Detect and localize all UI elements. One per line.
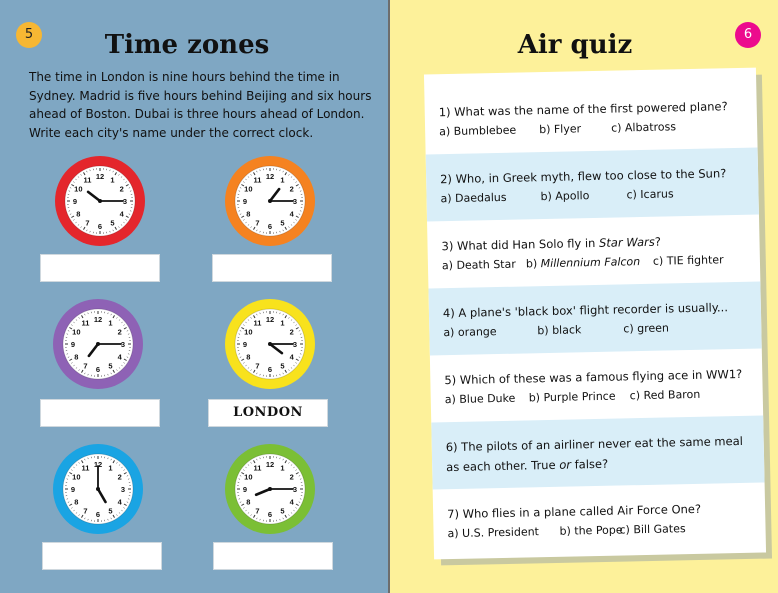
clock-numeral: 3: [120, 485, 126, 494]
clock-numeral: 6: [95, 510, 101, 519]
city-label-london: LONDON: [208, 399, 328, 427]
answer-option[interactable]: a) orange: [443, 325, 497, 340]
question-text: 3) What did Han Solo fly in Star Wars?: [441, 234, 662, 254]
clock-numeral: 5: [280, 506, 285, 516]
answer-option[interactable]: b) Purple Prince: [528, 389, 616, 405]
answer-option[interactable]: a) Bumblebee: [439, 123, 517, 139]
answer-option[interactable]: b) the Pope: [559, 523, 623, 538]
quiz-question: [426, 148, 759, 222]
clock-numeral: 7: [83, 361, 88, 371]
clock-numeral: 6: [267, 365, 273, 374]
clock-numeral: 4: [289, 352, 294, 362]
answer-option[interactable]: c) green: [623, 321, 670, 336]
clock: [224, 443, 316, 535]
clock-numeral: 12: [93, 315, 103, 324]
clock-face-svg: [224, 443, 316, 535]
clock-numeral: 4: [289, 209, 294, 219]
clock-numeral: 4: [117, 352, 122, 362]
or-word: or: [559, 457, 572, 472]
clock-numeral: 9: [242, 197, 248, 206]
clock-numeral: 8: [246, 497, 251, 507]
clock-numeral: 2: [289, 472, 294, 482]
clock-numeral: 10: [244, 184, 253, 194]
answer-option-true[interactable]: True: [531, 457, 556, 473]
city-answer-box[interactable]: [213, 542, 333, 570]
answer-option[interactable]: b) Flyer: [539, 122, 582, 137]
clock-numeral: 6: [97, 222, 103, 231]
city-answer-box[interactable]: [40, 254, 160, 282]
clock-numeral: 12: [95, 172, 105, 181]
clock-numeral: 5: [108, 506, 113, 516]
page-number-badge: 6: [735, 22, 761, 48]
clock-numeral: 5: [108, 361, 113, 371]
clock-numeral: 7: [255, 361, 260, 371]
clock-numeral: 8: [246, 352, 251, 362]
clock-numeral: 12: [265, 172, 275, 181]
quiz-question: [431, 416, 764, 490]
clock-numeral: 11: [81, 318, 90, 328]
clock-face-svg: [54, 155, 146, 247]
clock-numeral: 10: [244, 327, 253, 337]
clock-numeral: 5: [280, 361, 285, 371]
clock-numeral: 10: [72, 327, 81, 337]
clock-numeral: 3: [292, 340, 298, 349]
clock-numeral: 3: [120, 340, 126, 349]
answer-options: [440, 187, 673, 205]
clock-numeral: 9: [242, 340, 248, 349]
answer-options: [442, 253, 724, 272]
question-text: 4) A plane's 'black box' flight recorder is usually...: [442, 300, 729, 321]
answer-option[interactable]: c) Bill Gates: [619, 522, 686, 537]
question-text: 1) What was the name of the first powered plane?: [438, 99, 728, 120]
clock-numeral: 11: [83, 175, 92, 185]
clock-face-svg: [224, 155, 316, 247]
clock-numeral: 1: [280, 463, 285, 473]
clock-numeral: 4: [119, 209, 124, 219]
clock-numeral: 8: [246, 209, 251, 219]
clock-numeral: 11: [253, 175, 262, 185]
clock-numeral: 1: [108, 318, 113, 328]
clock-numeral: 2: [117, 327, 122, 337]
clock-numeral: 7: [255, 506, 260, 516]
page-number-badge: 5: [16, 22, 42, 48]
clock-numeral: 7: [85, 218, 90, 228]
clock-numeral: 1: [280, 318, 285, 328]
clock-numeral: 10: [72, 472, 81, 482]
clock-center: [268, 199, 272, 203]
clock-numeral: 2: [289, 184, 294, 194]
answer-option[interactable]: a) U.S. President: [447, 525, 540, 541]
answer-option[interactable]: a) Daedalus: [440, 190, 507, 206]
clock: [52, 298, 144, 390]
clock-center: [96, 487, 100, 491]
answer-option[interactable]: a) Death Star: [441, 257, 516, 273]
answer-options: [447, 522, 685, 540]
question-text: 5) Which of these was a famous flying ace in WW1?: [444, 366, 743, 388]
instructions-text: The time in London is nine hours behind the time in Sydney. Madrid is five hours behind Beijing and six hours ahead of Boston. Dubai is three hours ahead of London. Write each city's name under the correct clock.: [29, 70, 372, 140]
clock-numeral: 6: [267, 222, 273, 231]
clock-numeral: 7: [255, 218, 260, 228]
clock-center: [98, 199, 102, 203]
clock-center: [268, 487, 272, 491]
clock-numeral: 4: [289, 497, 294, 507]
clock-numeral: 9: [70, 340, 76, 349]
clock-numeral: 2: [117, 472, 122, 482]
answer-option[interactable]: b) Apollo: [540, 189, 590, 204]
quiz-question: [424, 81, 757, 155]
clock-numeral: 10: [244, 472, 253, 482]
clock-numeral: 9: [70, 485, 76, 494]
city-answer-box[interactable]: [40, 399, 160, 427]
clock-numeral: 11: [81, 463, 90, 473]
question-text: 2) Who, in Greek myth, flew too close to the Sun?: [440, 166, 727, 187]
answer-options: [445, 388, 701, 406]
clock-numeral: 10: [74, 184, 83, 194]
clock-numeral: 11: [253, 318, 262, 328]
clock: [224, 298, 316, 390]
clock-numeral: 3: [292, 197, 298, 206]
clock-face-svg: [224, 298, 316, 390]
clock-numeral: 8: [76, 209, 81, 219]
answer-option[interactable]: c) Albatross: [610, 120, 677, 135]
city-answer-box[interactable]: [42, 542, 162, 570]
answer-option[interactable]: c) Red Baron: [629, 387, 701, 403]
clock-numeral: 1: [108, 463, 113, 473]
clock-numeral: 1: [110, 175, 115, 185]
quiz-question: [428, 282, 761, 356]
clock-numeral: 12: [93, 460, 103, 469]
clock-numeral: 9: [242, 485, 248, 494]
question-text: 7) Who flies in a plane called Air Force One?: [447, 501, 702, 522]
city-answer-box[interactable]: [212, 254, 332, 282]
quiz-question: [427, 215, 760, 289]
clock-numeral: 8: [74, 352, 79, 362]
clock-numeral: 11: [253, 463, 262, 473]
clock-numeral: 1: [280, 175, 285, 185]
clock-numeral: 12: [265, 460, 275, 469]
clock-face-svg: [52, 298, 144, 390]
answer-option[interactable]: b) Millennium Falcon: [525, 255, 641, 271]
clock-numeral: 3: [292, 485, 298, 494]
clock-numeral: 12: [265, 315, 275, 324]
clock-numeral: 9: [72, 197, 78, 206]
clock-numeral: 5: [280, 218, 285, 228]
answer-option[interactable]: b) black: [537, 323, 582, 338]
clock-numeral: 5: [110, 218, 115, 228]
clock-numeral: 3: [122, 197, 128, 206]
answer-option[interactable]: c) TIE fighter: [652, 253, 724, 268]
clock-numeral: 6: [267, 510, 273, 519]
quiz-question: [430, 349, 763, 423]
clock-numeral: 2: [289, 327, 294, 337]
clock: [54, 155, 146, 247]
page-title: Time zones: [104, 30, 270, 60]
clock-center: [268, 342, 272, 346]
answer-options: [439, 120, 676, 138]
question-text: 6) The pilots of an airliner never eat the same meal: [445, 433, 744, 455]
clock-numeral: 8: [74, 497, 79, 507]
question-text-line2: as each other. True or false?: [446, 456, 609, 475]
clock-numeral: 4: [117, 497, 122, 507]
quiz-question: [433, 482, 766, 556]
clock-numeral: 6: [95, 365, 101, 374]
answer-option[interactable]: c) Icarus: [626, 187, 674, 202]
quiz-card: [424, 68, 766, 560]
clock-numeral: 7: [83, 506, 88, 516]
answer-option-false[interactable]: false?: [574, 456, 609, 472]
page-title: Air quiz: [517, 30, 633, 60]
answer-options: [443, 321, 669, 339]
clock: [224, 155, 316, 247]
clock: [52, 443, 144, 535]
clock-face-svg: [52, 443, 144, 535]
answer-option[interactable]: a) Blue Duke: [444, 391, 516, 407]
clock-center: [96, 342, 100, 346]
clock-numeral: 2: [119, 184, 124, 194]
